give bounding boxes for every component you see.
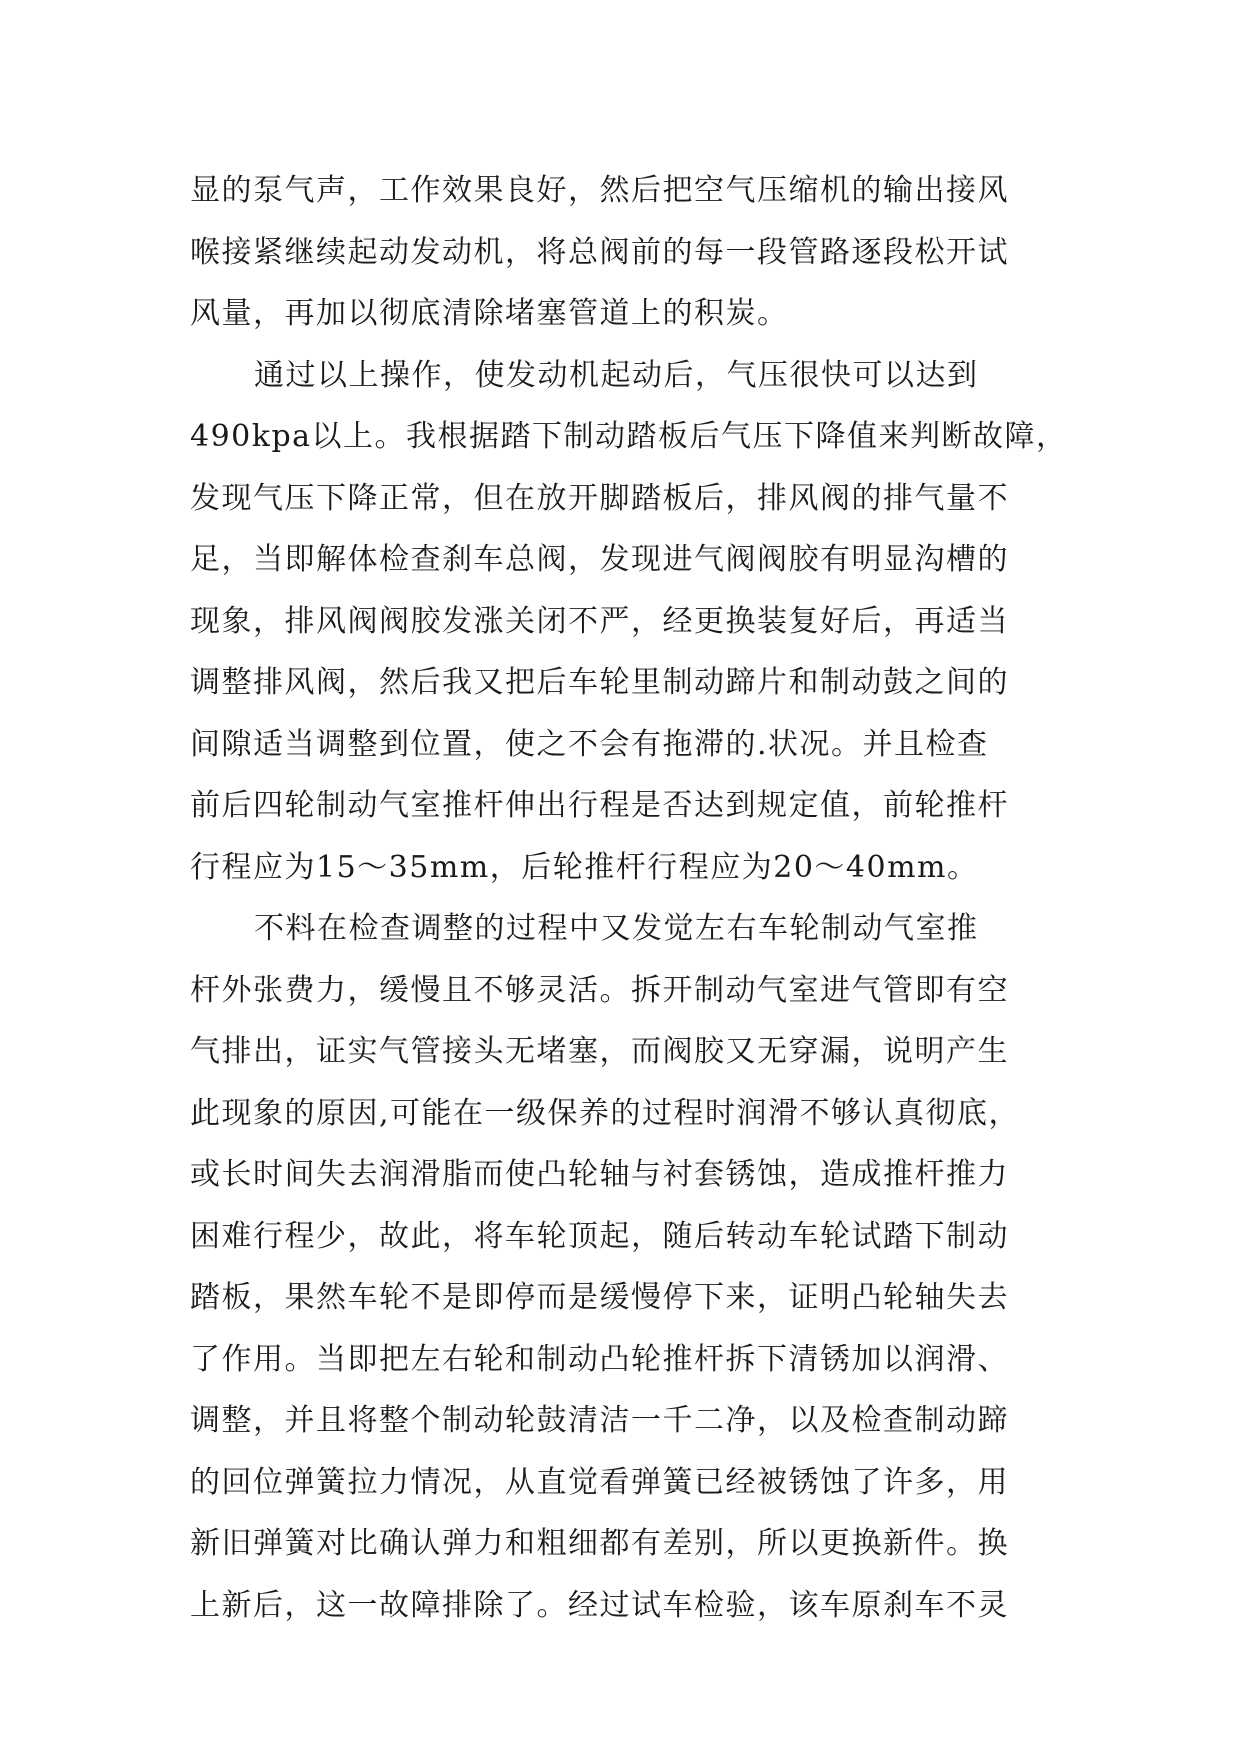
paragraph xyxy=(190,345,1068,899)
text-line: 调整排风阀，然后我又把后车轮里制动蹄片和制动鼓之间的 xyxy=(190,665,1009,700)
text-line: 或长时间失去润滑脂而使凸轮轴与衬套锈蚀，造成推杆推力 xyxy=(190,1157,1009,1192)
text-line: 间隙适当调整到位置，使之不会有拖滞的.状况。并且检查 xyxy=(190,726,989,762)
text-line: 风量，再加以彻底清除堵塞管道上的积炭。 xyxy=(190,296,789,331)
paragraph xyxy=(190,898,1054,1636)
text-line: 踏板，果然车轮不是即停而是缓慢停下来，证明凸轮轴失去 xyxy=(190,1280,1009,1315)
text-line: 行程应为15～35mm，后轮推杆行程应为20～40mm。 xyxy=(190,849,979,885)
text-line: 困难行程少，故此，将车轮顶起，随后转动车轮试踏下制动 xyxy=(190,1218,1009,1254)
text-line: 杆外张费力，缓慢且不够灵活。拆开制动气室进气管即有空 xyxy=(190,972,1009,1008)
text-line: 显的泵气声，工作效果良好，然后把空气压缩机的输出接风 xyxy=(190,173,1009,208)
text-line: 前后四轮制动气室推杆伸出行程是否达到规定值，前轮推杆 xyxy=(190,788,1009,823)
text-line: 了作用。当即把左右轮和制动凸轮推杆拆下清锈加以润滑、 xyxy=(190,1341,1009,1377)
text-line: 此现象的原因,可能在一级保养的过程时润滑不够认真彻底， xyxy=(190,1095,1021,1131)
paragraph xyxy=(190,160,1054,345)
text-line: 的回位弹簧拉力情况，从直觉看弹簧已经被锈蚀了许多，用 xyxy=(190,1464,1009,1500)
text-line: 气排出，证实气管接头无堵塞，而阀胶又无穿漏，说明产生 xyxy=(190,1034,1009,1069)
text-line: 现象，排风阀阀胶发涨关闭不严，经更换装复好后，再适当 xyxy=(190,603,1009,639)
document-body xyxy=(190,160,1068,1636)
text-line: 490kpa以上。我根据踏下制动踏板后气压下降值来判断故障， xyxy=(190,419,1068,454)
text-line: 足，当即解体检查刹车总阀，发现进气阀阀胶有明显沟槽的 xyxy=(190,542,1009,577)
text-line: 上新后，这一故障排除了。经过试车检验，该车原刹车不灵 xyxy=(190,1587,1009,1623)
text-line: 发现气压下降正常，但在放开脚踏板后，排风阀的排气量不 xyxy=(190,480,1009,516)
text-line: 调整，并且将整个制动轮鼓清洁一千二净，以及检查制动蹄 xyxy=(190,1403,1009,1438)
text-line: 新旧弹簧对比确认弹力和粗细都有差别，所以更换新件。换 xyxy=(190,1526,1009,1561)
text-line: 不料在检查调整的过程中又发觉左右车轮制动气室推 xyxy=(254,911,979,946)
text-line: 喉接紧继续起动发动机，将总阀前的每一段管路逐段松开试 xyxy=(190,234,1009,270)
text-line: 通过以上操作，使发动机起动后，气压很快可以达到 xyxy=(254,357,979,393)
